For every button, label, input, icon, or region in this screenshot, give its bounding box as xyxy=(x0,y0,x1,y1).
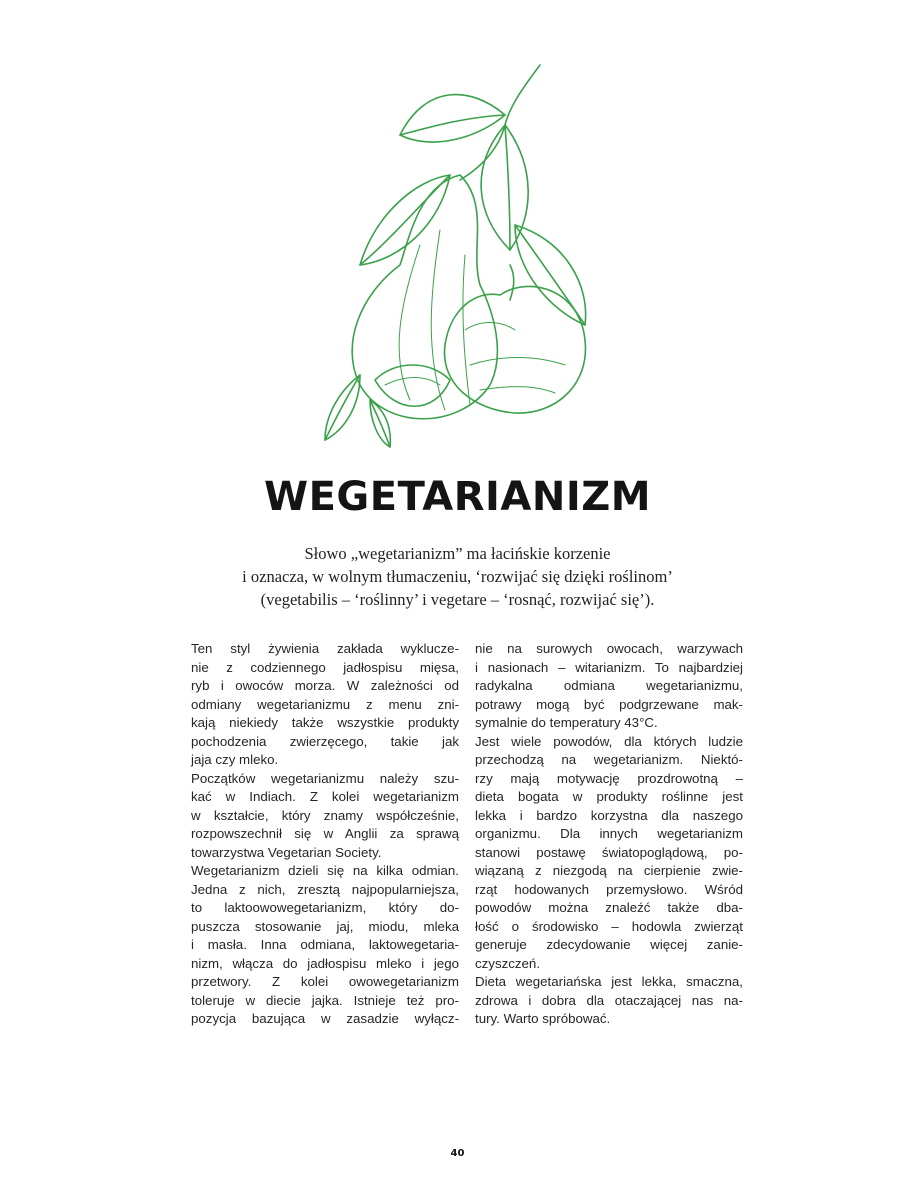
body-line: i masła. Inna odmiana, laktowegetaria- xyxy=(191,937,459,952)
intro-line: Słowo „wegetarianizm” ma łacińskie korzenie xyxy=(304,544,611,563)
text-column-left xyxy=(191,640,459,1029)
body-line: rząt hodowanych przemysłowo. Wśród xyxy=(475,881,743,897)
body-line: towarzystwa Vegetarian Society. xyxy=(191,844,382,860)
body-line: Jedna z nich, zresztą najpopularniejsza, xyxy=(191,881,459,897)
body-line: przetwory. Z kolei owowegetarianizm xyxy=(191,974,459,989)
body-line: tury. Warto spróbować. xyxy=(475,1011,611,1026)
body-line: odmiany wegetarianizmu z menu zni- xyxy=(191,696,459,712)
body-line: Ten styl żywienia zakłada wyklucze- xyxy=(191,641,459,656)
body-line: kają niekiedy także wszystkie produkty xyxy=(191,715,459,730)
body-line: nizm, włącza do jadłospisu mleko i jego xyxy=(191,955,459,971)
body-line: ryb i owoców morza. W zależności od xyxy=(191,678,459,693)
body-line: nie z codziennego jadłospisu mięsa, xyxy=(191,659,459,675)
page-number: 40 xyxy=(450,1148,465,1159)
body-line: wiązaną z niezgodą na cierpienie zwie- xyxy=(475,863,743,878)
body-line: dieta bogata w produkty roślinne jest xyxy=(475,789,743,804)
page-title: WEGETARIANIZM xyxy=(263,474,652,520)
body-line: potrawy mogą być podgrzewane mak- xyxy=(475,696,743,712)
intro-line: i oznacza, w wolnym tłumaczeniu, ‘rozwijać się dzięki roślinom’ xyxy=(242,567,673,586)
body-line: pochodzenia zwierzęcego, takie jak xyxy=(191,733,459,749)
body-line: kać w Indiach. Z kolei wegetarianizm xyxy=(191,789,459,804)
body-line: pozycja bazująca w zasadzie wyłącz- xyxy=(191,1011,459,1026)
body-line: przechodzą na wegetarianizm. Niektó- xyxy=(475,752,743,767)
body-line: symalnie do temperatury 43°C. xyxy=(475,715,658,730)
body-line: Wegetarianizm dzieli się na kilka odmian. xyxy=(191,863,459,878)
body-line: łość o środowisko – hodowla zwierząt xyxy=(475,918,743,934)
intro-paragraph xyxy=(150,542,765,611)
text-column-right xyxy=(475,640,743,1029)
body-line: czyszczeń. xyxy=(475,955,541,971)
intro-line: (vegetabilis – ‘roślinny’ i vegetare – ‘rosnąć, rozwijać się’). xyxy=(260,590,655,609)
body-line: generuje zdecydowanie więcej zanie- xyxy=(475,937,743,952)
body-line: radykalna odmiana wegetarianizmu, xyxy=(475,678,743,693)
fruit-illustration-icon xyxy=(300,55,610,455)
body-line: i nasionach – witarianizm. To najbardziej xyxy=(475,659,743,675)
body-line: jaja czy mleko. xyxy=(191,752,279,767)
body-line: lekka i bardzo korzystna dla naszego xyxy=(475,807,743,823)
body-line: stanowi postawę światopoglądową, po- xyxy=(475,844,743,860)
body-line: w kształcie, który znamy współcześnie, xyxy=(191,807,459,823)
body-line: nie na surowych owocach, warzywach xyxy=(475,641,743,656)
body-line: toleruje w diecie jajka. Istnieje też pro- xyxy=(191,992,459,1008)
body-line: Dieta wegetariańska jest lekka, smaczna, xyxy=(475,974,743,989)
body-line: rozpowszechnił się w Anglii za sprawą xyxy=(191,826,459,841)
body-line: Jest wiele powodów, dla których ludzie xyxy=(475,733,743,749)
body-line: puszcza stosowanie jaj, miodu, mleka xyxy=(191,918,459,934)
body-line: to laktoowowegetarianizm, który do- xyxy=(191,900,459,915)
body-line: organizmu. Dla innych wegetarianizm xyxy=(475,826,743,841)
body-line: rzy mają motywację prozdrowotną – xyxy=(475,770,743,786)
body-line: Początków wegetarianizmu należy szu- xyxy=(191,770,459,786)
body-line: powodów można znaleźć także dba- xyxy=(475,900,743,915)
body-line: zdrowa i dobra dla otaczającej nas na- xyxy=(475,992,743,1008)
